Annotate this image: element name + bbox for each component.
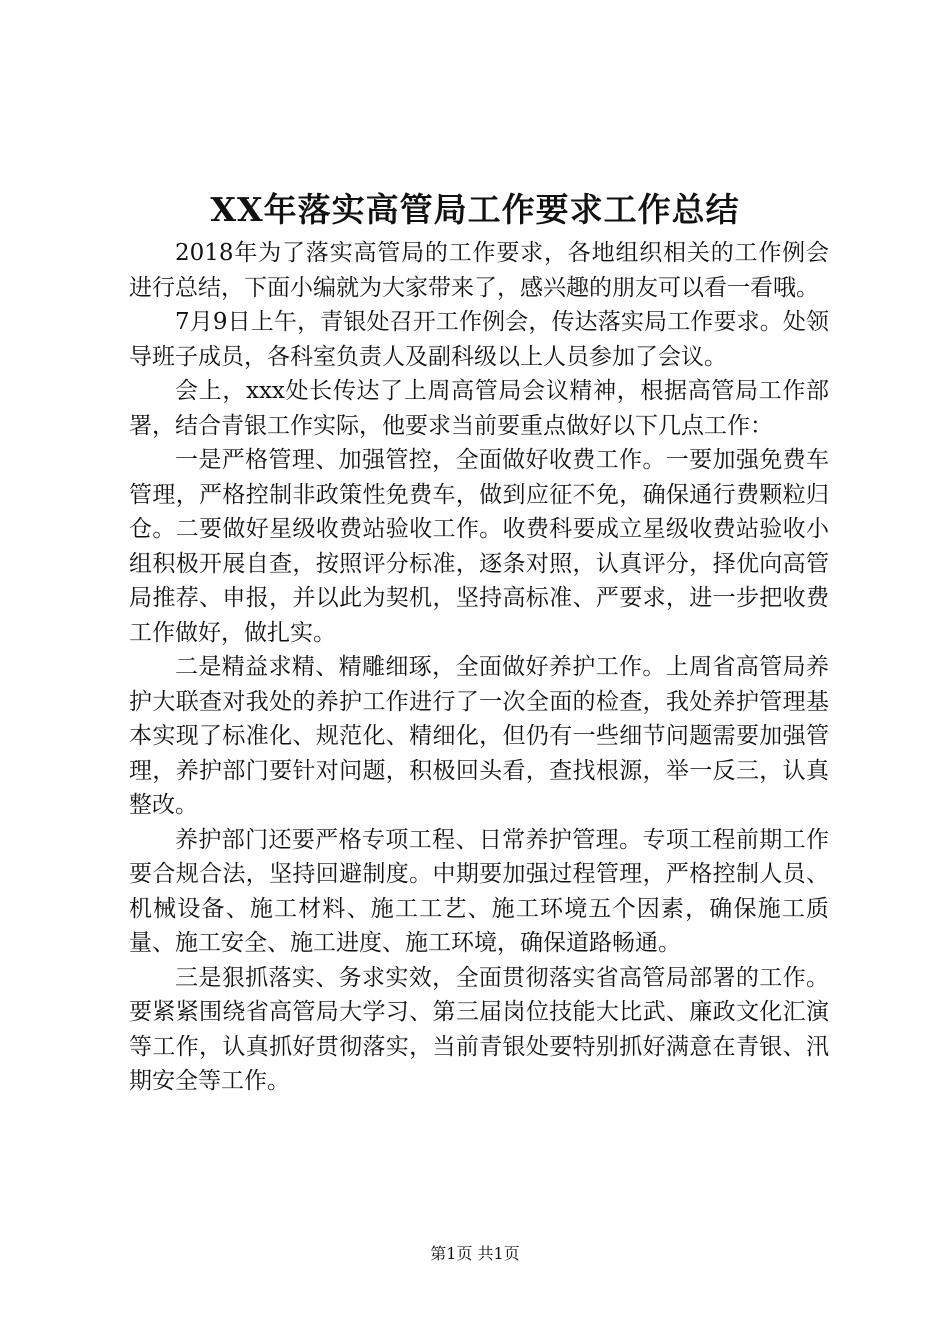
paragraph-intro: 2018年为了落实高管局的工作要求，各地组织相关的工作例会进行总结，下面小编就为大家带来了，感兴趣的朋友可以看一看哦。 — [129, 240, 829, 301]
paragraph-meeting: 7月9日上午，青银处召开工作例会，传达落实局工作要求。处领导班子成员，各科室负责人及副科级以上人员参加了会议。 — [129, 309, 829, 370]
paragraph-requirements: 会上，xxx处长传达了上周高管局会议精神，根据高管局工作部署，结合青银工作实际，他要求当前要重点做好以下几点工作： — [129, 378, 829, 439]
page-footer: 第1页 共1页 — [430, 1244, 520, 1263]
paragraph-maintenance: 养护部门还要严格专项工程、日常养护管理。专项工程前期工作要合规合法，坚持回避制度。中期要加强过程管理，严格控制人员、机械设备、施工材料、施工工艺、施工环境五个因素，确保施工质量、施工安全、施工进度、施工环境，确保道路畅通。 — [129, 826, 829, 956]
document-title: XX年落实高管局工作要求工作总结 — [210, 190, 740, 229]
paragraph-point-one: 一是严格管理、加强管控，全面做好收费工作。一要加强免费车管理，严格控制非政策性免费车，做到应征不免，确保通行费颗粒归仓。二要做好星级收费站验收工作。收费科要成立星级收费站验收小组积极开展自查，按照评分标准，逐条对照，认真评分，择优向高管局推荐、申报，并以此为契机，坚持高标准、严要求，进一步把收费工作做好，做扎实。 — [129, 447, 829, 646]
document-body — [129, 236, 829, 1099]
paragraph-point-two: 二是精益求精、精雕细琢，全面做好养护工作。上周省高管局养护大联查对我处的养护工作进行了一次全面的检查，我处养护管理基本实现了标准化、规范化、精细化，但仍有一些细节问题需要加强管理，养护部门要针对问题，积极回头看，查找根源，举一反三，认真整改。 — [129, 654, 829, 818]
paragraph-point-three: 三是狠抓落实、务求实效，全面贯彻落实省高管局部署的工作。要紧紧围绕省高管局大学习、第三届岗位技能大比武、廉政文化汇演等工作，认真抓好贯彻落实，当前青银处要特别抓好满意在青银、汛期安全等工作。 — [129, 964, 829, 1094]
